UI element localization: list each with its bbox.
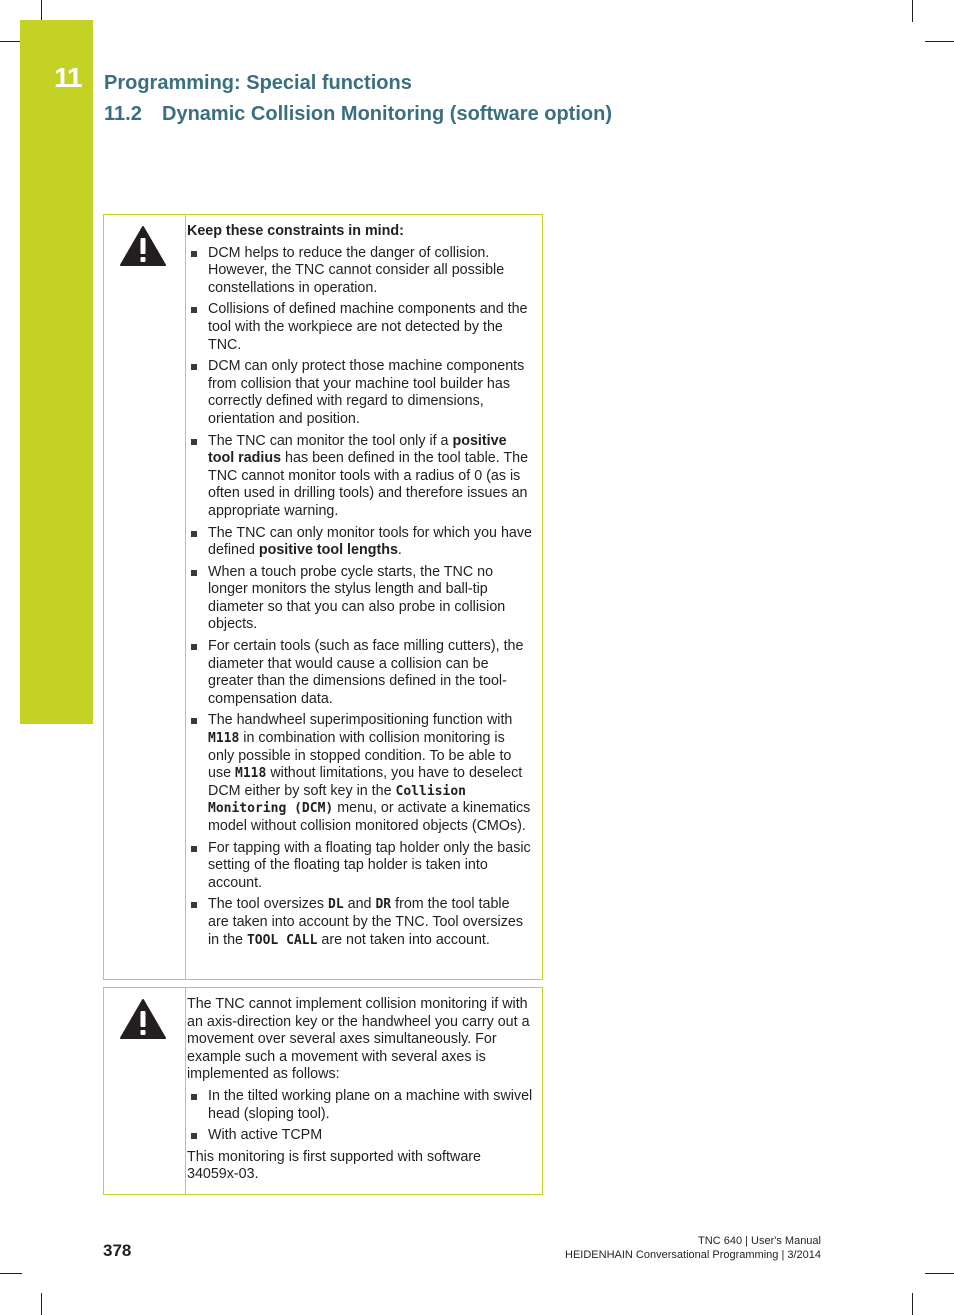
section-title: Dynamic Collision Monitoring (software option) [162,103,612,125]
item-text: . [397,542,402,559]
note-content [187,223,534,953]
footer [565,1235,821,1262]
item-text: without limitations, you have to deselect DCM either by soft key in the [208,765,523,799]
multi-axis-note-box [103,987,543,1195]
warning-icon [119,998,167,1040]
constraints-note-box [103,214,543,980]
code-term: Collision Monitoring (DCM) [208,783,466,817]
bold-term: positive tool lengths [258,542,398,559]
item-text: The tool oversizes [208,896,328,913]
chapter-number: 11 [54,62,82,93]
list-item: Collisions of defined machine components and the tool with the workpiece are not detected by the TNC. [187,301,534,354]
code-term: DR [375,897,392,913]
chapter-title: Programming: Special functions [104,72,412,94]
crop-mark [912,1293,913,1315]
list-item: DCM helps to reduce the danger of collision. However, the TNC cannot consider all possible constellations in operation. [187,245,534,298]
list-item [187,712,534,835]
crop-mark [912,0,913,22]
item-text: has been defined in the tool table. The TNC cannot monitor tools with a radius of 0 (as is often used in drilling tools) and therefore issues an appropriate warning. [208,450,529,519]
crop-mark [0,41,22,42]
list-item [187,433,534,521]
note-intro: The TNC cannot implement collision monitoring if with an axis-direction key or the handwheel you carry out a movement over several axes simultaneously. For example such a movement with several axes is implemented as follows: [187,996,530,1083]
list-item: In the tilted working plane on a machine with swivel head (sloping tool). [187,1088,534,1123]
list-item: DCM can only protect those machine components from collision that your machine tool builder has correctly defined with regard to dimensions, orientation and position. [187,358,534,428]
list-item [187,896,534,949]
crop-mark [41,1293,42,1315]
note-outro: This monitoring is first supported with software 34059x-03. [187,1148,481,1183]
item-text: and [343,896,376,913]
list-item: When a touch probe cycle starts, the TNC no longer monitors the stylus length and ball-tip diameter so that you can also probe in collision objects. [187,564,534,634]
item-text: menu, or activate a kinematics model without collision monitored objects (CMOs). [208,800,531,834]
code-term: M118 [235,766,267,782]
section-number: 11.2 [104,103,142,125]
note-heading: Keep these constraints in mind: [187,223,404,239]
list-item: With active TCPM [187,1127,534,1145]
list-item [187,525,534,560]
footer-manual-title: TNC 640 | User's Manual [698,1235,821,1247]
constraints-list [187,245,534,950]
code-term: TOOL CALL [246,932,318,948]
item-text: in combination with collision monitoring is only possible in stopped condition. To be able to use [208,730,512,782]
code-term: DL [328,897,344,913]
item-text: The TNC can monitor the tool only if a [208,432,453,449]
bold-term: positive tool radius [208,432,507,467]
crop-mark [41,0,42,22]
crop-mark [0,1273,22,1274]
list-item: For certain tools (such as face milling cutters), the diameter that would cause a collision can be greater than the dimensions defined in the tool-compensation data. [187,638,534,708]
item-text: The handwheel superimpositioning function with [208,712,513,729]
item-text: from the tool table are taken into account by the TNC. Tool oversizes in the [208,896,523,948]
crop-mark [925,1273,954,1274]
box-divider [185,988,186,1194]
footer-manual-subtitle: HEIDENHAIN Conversational Programming | 3/2014 [565,1248,821,1261]
movement-list [187,1088,534,1145]
item-text: are not taken into account. [317,931,490,948]
crop-mark [925,41,954,42]
chapter-tab [20,20,93,724]
item-text: The TNC can only monitor tools for which you have defined [208,524,532,559]
code-term: M118 [208,731,240,747]
box-divider [185,215,186,979]
note-content [187,996,534,1184]
list-item: For tapping with a floating tap holder only the basic setting of the floating tap holder is taken into account. [187,840,534,893]
warning-icon [119,225,167,267]
page-number: 378 [103,1241,132,1260]
